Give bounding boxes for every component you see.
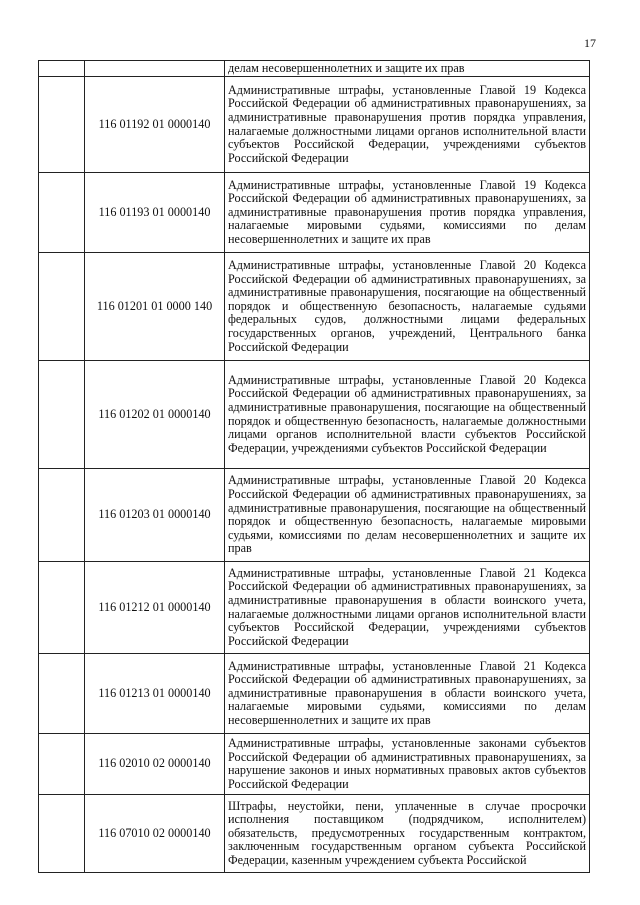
- kbk-code: 116 01201 01 0000 140: [85, 252, 225, 360]
- kbk-code: 116 01203 01 0000140: [85, 468, 225, 561]
- empty-cell: [39, 794, 85, 872]
- revenue-description: Административные штрафы, установленные Главой 20 Кодекса Российской Федерации об административных правонарушениях, за административные правонарушения, посягающие на общественный порядок и общественную безопасность, налагаемые мировыми судьями, комиссиями по делам несовершеннолетних и защите их прав: [225, 468, 590, 561]
- revenue-classification-table: [38, 60, 590, 873]
- kbk-code: [85, 61, 225, 77]
- revenue-description: Административные штрафы, установленные Главой 21 Кодекса Российской Федерации об административных правонарушениях, за административные правонарушения в области воинского учета, налагаемые должностными лицами органов исполнительной власти субъектов Российской Федерации, учреждениями субъектов Российской Федерации: [225, 561, 590, 653]
- kbk-code: 116 01192 01 0000140: [85, 76, 225, 172]
- kbk-code: 116 01213 01 0000140: [85, 653, 225, 733]
- empty-cell: [39, 172, 85, 252]
- revenue-description: Административные штрафы, установленные Главой 20 Кодекса Российской Федерации об административных правонарушениях, за административные правонарушения, посягающие на общественный порядок и общественную безопасность, налагаемые судьями федеральных судов, должностными лицами федеральных государственных органов, учреждений, Центрального банка Российской Федерации: [225, 252, 590, 360]
- revenue-description: Административные штрафы, установленные Главой 20 Кодекса Российской Федерации об административных правонарушениях, за административные правонарушения, посягающие на общественный порядок и общественную безопасность, налагаемые должностными лицами органов исполнительной власти субъектов Российской Федерации, учреждениями субъектов Российской Федерации: [225, 360, 590, 468]
- table-row: [39, 468, 590, 561]
- table-row: [39, 172, 590, 252]
- empty-cell: [39, 360, 85, 468]
- revenue-description: Административные штрафы, установленные законами субъектов Российской Федерации об административных правонарушениях, за нарушение законов и иных нормативных правовых актов субъектов Российской Федерации: [225, 733, 590, 794]
- empty-cell: [39, 468, 85, 561]
- table-row: [39, 561, 590, 653]
- kbk-code: 116 02010 02 0000140: [85, 733, 225, 794]
- table-row: [39, 61, 590, 77]
- table-row: [39, 76, 590, 172]
- empty-cell: [39, 252, 85, 360]
- table-row: [39, 794, 590, 872]
- revenue-description: Административные штрафы, установленные Главой 19 Кодекса Российской Федерации об административных правонарушениях, за административные правонарушения против порядка управления, налагаемые мировыми судьями, комиссиями по делам несовершеннолетних и защите их прав: [225, 172, 590, 252]
- page-number: 17: [584, 36, 596, 50]
- empty-cell: [39, 61, 85, 77]
- empty-cell: [39, 561, 85, 653]
- table-row: [39, 252, 590, 360]
- table-row: [39, 733, 590, 794]
- kbk-code: 116 07010 02 0000140: [85, 794, 225, 872]
- empty-cell: [39, 733, 85, 794]
- revenue-description: делам несовершеннолетних и защите их прав: [225, 61, 590, 77]
- table-row: [39, 653, 590, 733]
- kbk-code: 116 01193 01 0000140: [85, 172, 225, 252]
- empty-cell: [39, 653, 85, 733]
- kbk-code: 116 01202 01 0000140: [85, 360, 225, 468]
- kbk-code: 116 01212 01 0000140: [85, 561, 225, 653]
- empty-cell: [39, 76, 85, 172]
- revenue-description: Штрафы, неустойки, пени, уплаченные в случае просрочки исполнения поставщиком (подрядчиком, исполнителем) обязательств, предусмотренных государственным контрактом, заключенным государственным органом субъекта Российской Федерации, казенным учреждением субъекта Российской: [225, 794, 590, 872]
- revenue-description: Административные штрафы, установленные Главой 19 Кодекса Российской Федерации об административных правонарушениях, за административные правонарушения против порядка управления, налагаемые должностными лицами органов исполнительной власти субъектов Российской Федерации, учреждениями субъектов Российской Федерации: [225, 76, 590, 172]
- revenue-description: Административные штрафы, установленные Главой 21 Кодекса Российской Федерации об административных правонарушениях, за административные правонарушения в области воинского учета, налагаемые мировыми судьями, комиссиями по делам несовершеннолетних и защите их прав: [225, 653, 590, 733]
- table-row: [39, 360, 590, 468]
